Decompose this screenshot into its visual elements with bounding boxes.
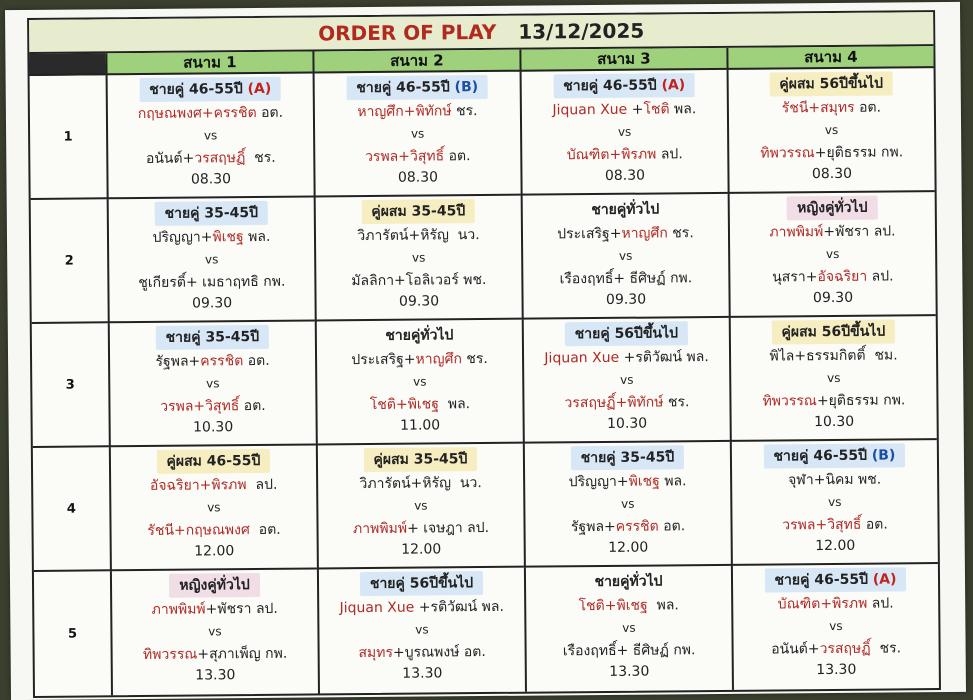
match-category xyxy=(363,447,477,472)
court-header-2: สนาม 2 xyxy=(312,50,519,74)
match-category xyxy=(156,325,270,350)
player-text: บัณฑิต+พิรภพ xyxy=(777,595,868,613)
player-text: ครรชิต xyxy=(615,518,659,535)
match-cell xyxy=(731,564,939,690)
player-text: โชติ+พิเชฐ xyxy=(578,597,648,615)
team-two xyxy=(146,147,276,170)
team-two xyxy=(760,141,903,164)
player-text: วรพล+วิสุทธิ์ xyxy=(364,148,445,166)
player-text: ภาพพิมพ์ xyxy=(151,601,206,618)
team-two xyxy=(567,143,683,166)
player-text: วิภารัตน์+หิรัญ นว. xyxy=(357,227,480,245)
category-label: คู่ผสม 46-55ปี xyxy=(166,452,261,470)
player-text: ปริญญา+ xyxy=(152,229,213,246)
team-two xyxy=(143,643,287,666)
category-label: ชายคู่ 46-55ปี xyxy=(563,77,657,95)
team-one xyxy=(788,469,881,492)
player-text: พล. xyxy=(669,101,697,118)
match-time: 13.30 xyxy=(195,667,236,684)
versus-label: vs xyxy=(621,496,635,511)
match-cell xyxy=(730,440,938,566)
category-label: ชายคู่ 35-45ปี xyxy=(580,449,675,467)
player-text: วรพล+วิสุทธิ์ xyxy=(782,516,862,534)
team-two xyxy=(564,391,689,414)
match-category xyxy=(156,449,270,474)
match-category xyxy=(361,199,475,224)
player-text: ชร. xyxy=(663,394,690,411)
court-header-4: สนาม 4 xyxy=(726,46,933,70)
player-text: อต. xyxy=(243,352,270,370)
match-time: 10.30 xyxy=(193,419,234,436)
team-two xyxy=(365,145,471,168)
player-text: ชร. xyxy=(461,350,488,368)
match-category xyxy=(346,75,488,100)
match-category xyxy=(787,196,878,221)
player-text: ภาพพิมพ์ xyxy=(769,224,824,241)
team-one xyxy=(339,596,504,619)
player-text: +พัชรา ลป. xyxy=(823,223,896,241)
player-text: Jiquan Xue xyxy=(544,349,620,367)
match-cell xyxy=(109,445,317,571)
player-text: พิเชฐ xyxy=(628,473,660,490)
player-text: พล. xyxy=(438,396,471,413)
match-time: 12.00 xyxy=(608,539,649,556)
player-text: วรสฤษฏิ์ xyxy=(194,150,246,167)
player-text: พิไล+ธรรมกิตติ์ ชม. xyxy=(769,347,898,365)
match-cell xyxy=(524,566,732,692)
category-label: หญิงคู่ทั่วไป xyxy=(179,577,250,594)
versus-label: vs xyxy=(411,250,426,265)
team-one xyxy=(155,350,269,373)
category-label: คู่ผสม 35-45ปี xyxy=(373,451,468,468)
player-text: พิเชฐ xyxy=(212,229,244,246)
match-time: 10.30 xyxy=(607,415,648,432)
group-mark: (B) xyxy=(454,79,479,96)
category-label: ชายคู่ 35-45ปี xyxy=(165,328,260,346)
match-cell xyxy=(521,194,729,320)
category-label: ชายคู่ 35-45ปี xyxy=(164,204,259,222)
match-time: 12.00 xyxy=(815,537,856,555)
match-cell xyxy=(107,197,315,323)
court-header-1: สนาม 1 xyxy=(105,51,312,75)
player-text: พล. xyxy=(647,597,679,614)
team-one xyxy=(152,226,270,249)
match-cell xyxy=(522,318,730,444)
match-time: 13.30 xyxy=(609,663,650,680)
court-header-3: สนาม 3 xyxy=(519,48,726,72)
category-label: ชายคู่ 56ปีขึ้นไป xyxy=(574,325,679,343)
player-text: อัจฉริยา xyxy=(817,268,868,286)
match-category xyxy=(360,571,483,596)
team-one xyxy=(359,472,482,495)
group-mark: (A) xyxy=(872,571,897,588)
player-text: อต. xyxy=(249,521,281,539)
player-text: +ยุติธรรม กพ. xyxy=(816,392,906,410)
team-two xyxy=(160,395,266,418)
match-time: 08.30 xyxy=(604,167,646,184)
team-one xyxy=(351,348,488,371)
player-text: +รติวัฒน์ พล. xyxy=(619,349,709,366)
match-category xyxy=(375,323,463,348)
player-text: +ยุติธรรม กพ. xyxy=(814,144,904,162)
match-category xyxy=(764,567,906,592)
player-text: ปริญญา+ xyxy=(568,473,629,491)
player-text: +รติวัฒน์ พล. xyxy=(414,598,504,616)
team-one xyxy=(544,346,709,369)
versus-label: vs xyxy=(203,128,218,143)
round-number: 3 xyxy=(32,323,109,448)
player-text: รัฐพล+ xyxy=(570,518,616,536)
player-text: ลป. xyxy=(246,476,278,494)
team-one xyxy=(150,474,278,497)
match-time: 13.30 xyxy=(816,661,857,679)
paper-sheet xyxy=(5,2,966,700)
match-time: 13.30 xyxy=(402,665,443,682)
player-text: จุฬา+นิคม พช. xyxy=(787,471,882,489)
versus-label: vs xyxy=(824,122,839,138)
player-text: ประเสริฐ+ xyxy=(557,225,622,243)
team-one xyxy=(552,98,696,121)
player-text: ลป. xyxy=(656,146,683,163)
match-time: 08.30 xyxy=(397,169,439,186)
header-corner xyxy=(29,53,105,76)
match-category xyxy=(139,77,281,102)
player-text: รัชนี+สมุทร xyxy=(781,99,855,117)
team-one xyxy=(782,97,881,120)
player-text: พล. xyxy=(659,473,687,490)
player-text: อนันต์+ xyxy=(145,150,195,167)
versus-label: vs xyxy=(410,126,425,141)
category-label: คู่ผสม 56ปีขึ้นไป xyxy=(779,75,884,93)
player-text: ทิพวรรณ xyxy=(760,145,815,162)
player-text: + xyxy=(627,101,644,118)
team-two xyxy=(563,639,696,662)
match-cell xyxy=(106,73,314,199)
player-text: ลป. xyxy=(867,268,894,285)
match-time: 08.30 xyxy=(811,165,853,183)
match-time: 08.30 xyxy=(190,171,232,188)
match-cell xyxy=(313,72,521,198)
player-text: โชติ+พิเชฐ xyxy=(369,396,439,414)
match-category xyxy=(553,73,695,98)
player-text: ทิพวรรณ xyxy=(142,646,198,664)
player-text: ลป. xyxy=(867,595,894,612)
player-text: หาญศึก+พิทักษ์ xyxy=(357,103,452,121)
match-cell xyxy=(316,444,524,570)
category-label: ชายคู่ทั่วไป xyxy=(591,201,660,219)
player-text: ชร. xyxy=(245,149,276,167)
match-category xyxy=(584,569,672,594)
team-one xyxy=(569,470,687,493)
team-one xyxy=(778,592,894,615)
player-text: ชร. xyxy=(870,640,902,657)
team-one xyxy=(557,222,694,245)
player-text: +บูรณพงษ์ อต. xyxy=(392,644,486,661)
versus-label: vs xyxy=(208,624,222,639)
team-two xyxy=(138,271,285,294)
player-text: ครรชิต xyxy=(200,353,244,370)
versus-label: vs xyxy=(415,622,429,637)
versus-label: vs xyxy=(207,500,221,515)
player-text: พล. xyxy=(243,228,271,246)
player-text: Jiquan Xue xyxy=(552,101,628,119)
player-text: +พัชรา ลป. xyxy=(205,600,278,618)
versus-label: vs xyxy=(827,370,841,386)
player-text: ประเสริฐ+ xyxy=(351,351,416,369)
match-category xyxy=(169,573,260,598)
category-label: หญิงคู่ทั่วไป xyxy=(796,199,868,217)
versus-label: vs xyxy=(617,124,632,139)
category-label: ชายคู่ 46-55ปี xyxy=(356,79,450,97)
title-date: 13/12/2025 xyxy=(518,18,645,44)
round-number: 2 xyxy=(31,199,108,324)
player-text: หาญศึก xyxy=(621,225,668,242)
versus-label: vs xyxy=(828,494,842,510)
player-text: ทิพวรรณ xyxy=(762,393,817,410)
category-label: ชายคู่ทั่วไป xyxy=(594,573,663,591)
player-text: +สุภาเพ็ญ กพ. xyxy=(197,645,288,663)
team-one xyxy=(578,594,678,617)
match-cell xyxy=(315,320,523,446)
player-text: หาญศึก xyxy=(415,351,462,368)
team-one xyxy=(138,102,283,125)
match-cell xyxy=(110,569,318,695)
player-text: มัลลิกา+โอลิเวอร์ พช. xyxy=(351,271,487,290)
versus-label: vs xyxy=(414,498,428,513)
player-text: อต. xyxy=(239,397,266,415)
player-text: อต. xyxy=(256,104,284,121)
player-text: โชติ xyxy=(643,101,670,118)
team-two xyxy=(772,265,894,288)
team-two xyxy=(782,513,888,536)
versus-label: vs xyxy=(413,374,427,389)
team-two xyxy=(370,393,470,416)
player-text: เรืองฤทธิ์+ ธีศิษฏ์ กพ. xyxy=(559,270,693,288)
match-category xyxy=(769,71,893,96)
player-text: Jiquan Xue xyxy=(339,599,415,617)
team-one xyxy=(152,598,278,621)
player-text: รัชนี+กฤษณพงศ xyxy=(147,522,250,539)
match-cell xyxy=(729,316,937,442)
player-text: +พิรภพ xyxy=(199,477,247,494)
match-time: 09.30 xyxy=(398,293,440,310)
player-text: อนันต์+ xyxy=(771,641,820,658)
team-one xyxy=(357,100,477,123)
match-category xyxy=(763,443,905,468)
round-number: 4 xyxy=(33,447,110,572)
player-text: วรพล+วิสุทธิ์ xyxy=(160,398,240,415)
team-one xyxy=(769,344,897,367)
match-time: 09.30 xyxy=(605,291,647,308)
match-time: 11.00 xyxy=(400,417,441,434)
team-two xyxy=(571,515,685,538)
category-label: ชายคู่ 46-55ปี xyxy=(774,571,869,589)
player-text: รัฐพล+ xyxy=(155,353,201,370)
match-category xyxy=(771,319,895,344)
player-text: ภาพพิมพ์ xyxy=(352,520,408,538)
player-text: กฤษณพงศ+ครรชิต xyxy=(137,104,257,123)
team-two xyxy=(351,269,486,292)
team-two xyxy=(771,637,901,660)
versus-label: vs xyxy=(618,248,633,263)
versus-label: vs xyxy=(829,618,843,634)
player-text: วิภารัตน์+หิรัญ นว. xyxy=(359,475,482,493)
match-category xyxy=(154,201,268,226)
player-text: ชร. xyxy=(451,103,478,120)
player-text: อต. xyxy=(854,99,882,116)
versus-label: vs xyxy=(206,376,220,391)
player-text: วรสฤษฏิ์+พิทักษ์ xyxy=(564,394,664,412)
player-text: บัณฑิต+พิรภพ xyxy=(566,146,657,164)
match-cell xyxy=(728,192,936,318)
player-text: อต. xyxy=(658,518,686,535)
group-mark: (B) xyxy=(871,447,896,464)
group-mark: (A) xyxy=(661,77,686,94)
category-label: คู่ผสม 56ปีขึ้นไป xyxy=(781,323,886,341)
versus-label: vs xyxy=(622,620,636,635)
order-of-play-table xyxy=(27,10,941,698)
match-cell xyxy=(317,568,525,694)
player-text: นุสรา+ xyxy=(772,269,818,286)
team-two xyxy=(559,267,692,290)
category-label: ชายคู่ 46-55ปี xyxy=(149,81,243,98)
group-mark: (A) xyxy=(247,80,272,98)
versus-label: vs xyxy=(620,372,634,387)
player-text: วรสฤษฏิ์ xyxy=(819,640,871,658)
player-text: เรืองฤทธิ์+ ธีศิษฏ์ กพ. xyxy=(562,642,696,660)
title-label: ORDER OF PLAY xyxy=(318,19,497,46)
match-cell xyxy=(108,321,316,447)
player-text: ชูเกียรติ์+ เมธาฤทธิ กพ. xyxy=(138,273,286,292)
player-text: อต. xyxy=(861,516,888,533)
versus-label: vs xyxy=(204,252,219,267)
team-one xyxy=(769,220,895,243)
team-two xyxy=(147,519,280,542)
player-text: ชร. xyxy=(667,225,694,242)
match-cell xyxy=(314,196,522,322)
match-cell xyxy=(523,442,731,568)
match-category xyxy=(565,321,688,346)
player-text: อต. xyxy=(444,148,471,165)
team-one xyxy=(357,224,480,247)
versus-label: vs xyxy=(825,246,840,262)
category-label: ชายคู่ 46-55ปี xyxy=(773,447,868,465)
team-two xyxy=(762,389,905,412)
match-time: 12.00 xyxy=(401,541,442,558)
round-number: 1 xyxy=(30,75,107,200)
category-label: คู่ผสม 35-45ปี xyxy=(371,203,466,220)
match-time: 09.30 xyxy=(191,295,233,312)
match-time: 09.30 xyxy=(812,289,854,307)
round-number: 5 xyxy=(67,626,78,642)
player-text: สมุทร xyxy=(358,644,394,662)
team-two xyxy=(353,517,489,540)
category-label: ชายคู่ 56ปีขึ้นไป xyxy=(369,575,474,593)
category-label: ชายคู่ทั่วไป xyxy=(385,327,454,344)
match-category xyxy=(571,445,685,470)
player-text: + เจษฎา ลป. xyxy=(406,519,490,537)
match-cell xyxy=(520,70,728,196)
match-time: 12.00 xyxy=(194,543,235,560)
match-time: 10.30 xyxy=(814,413,855,431)
team-two xyxy=(358,641,486,664)
match-cell xyxy=(727,68,935,194)
match-category xyxy=(581,197,669,222)
player-text: อัจฉริยา xyxy=(149,477,200,494)
